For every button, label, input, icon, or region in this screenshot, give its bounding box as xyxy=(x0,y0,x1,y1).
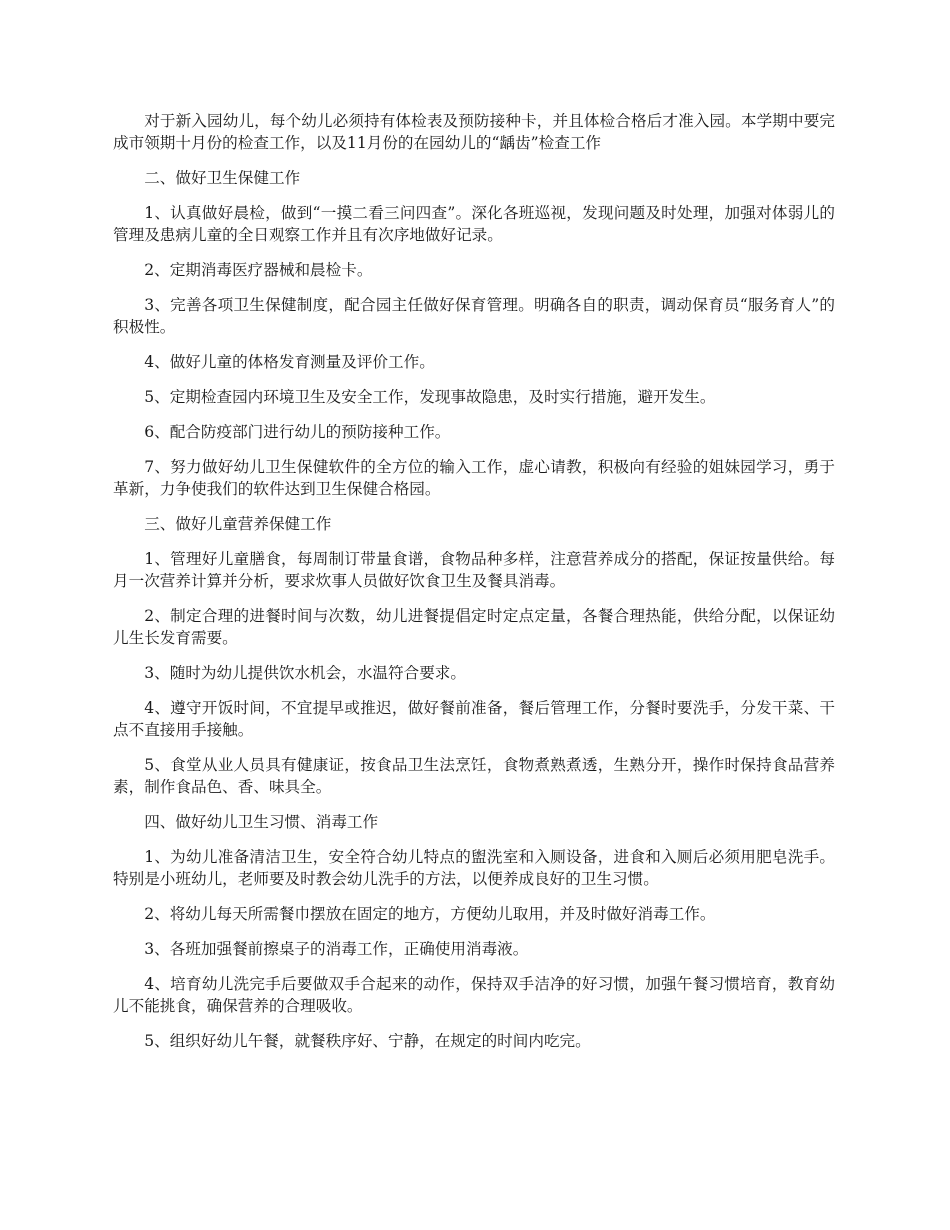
paragraph: 2、定期消毒医疗器械和晨检卡。 xyxy=(144,261,373,279)
paragraph: 5、定期检查园内环境卫生及安全工作，发现事故隐患，及时实行措施，避开发生。 xyxy=(144,388,716,406)
paragraph: 7、努力做好幼儿卫生保健软件的全方位的输入工作，虚心请教，积极向有经验的姐妹园学习，勇于革新，力争使我们的软件达到卫生保健合格园。 xyxy=(113,458,835,498)
paragraph: 1、认真做好晨检，做到“一摸二看三问四查”。深化各班巡视，发现问题及时处理，加强对体弱儿的管理及患病儿童的全日观察工作并且有次序地做好记录。 xyxy=(113,204,835,244)
document-body xyxy=(113,110,835,1065)
section-heading-2: 二、做好卫生保健工作 xyxy=(144,169,301,187)
paragraph: 2、制定合理的进餐时间与次数，幼儿进餐提倡定时定点定量，各餐合理热能，供给分配，以保证幼儿生长发育需要。 xyxy=(113,607,835,647)
paragraph: 2、将幼儿每天所需餐巾摆放在固定的地方，方便幼儿取用，并及时做好消毒工作。 xyxy=(144,905,716,923)
paragraph: 4、遵守开饭时间，不宜提早或推迟，做好餐前准备，餐后管理工作，分餐时要洗手，分发干菜、干点不直接用手接触。 xyxy=(113,699,835,739)
paragraph-intro: 对于新入园幼儿，每个幼儿必须持有体检表及预防接种卡，并且体检合格后才准入园。本学期中要完成市领期十月份的检查工作，以及11月份的在园幼儿的“龋齿”检查工作 xyxy=(113,112,835,152)
paragraph: 5、食堂从业人员具有健康证，按食品卫生法烹饪，食物煮熟煮透，生熟分开，操作时保持食品营养素，制作食品色、香、味具全。 xyxy=(113,756,835,796)
paragraph: 1、管理好儿童膳食，每周制订带量食谱，食物品种多样，注意营养成分的搭配，保证按量供给。每月一次营养计算并分析，要求炊事人员做好饮食卫生及餐具消毒。 xyxy=(113,550,835,590)
paragraph: 3、完善各项卫生保健制度，配合园主任做好保育管理。明确各自的职责，调动保育员“服务育人”的积极性。 xyxy=(113,296,835,336)
paragraph: 5、组织好幼儿午餐，就餐秩序好、宁静，在规定的时间内吃完。 xyxy=(144,1032,591,1050)
paragraph: 1、为幼儿准备清洁卫生，安全符合幼儿特点的盥洗室和入厕设备，进食和入厕后必须用肥皂洗手。特别是小班幼儿，老师要及时教会幼儿洗手的方法，以便养成良好的卫生习惯。 xyxy=(113,848,835,888)
paragraph: 4、做好儿童的体格发育测量及评价工作。 xyxy=(144,353,435,371)
paragraph: 4、培育幼儿洗完手后要做双手合起来的动作，保持双手洁净的好习惯，加强午餐习惯培育，教育幼儿不能挑食，确保营养的合理吸收。 xyxy=(113,975,835,1015)
paragraph: 3、随时为幼儿提供饮水机会，水温符合要求。 xyxy=(144,664,466,682)
paragraph: 6、配合防疫部门进行幼儿的预防接种工作。 xyxy=(144,423,451,441)
section-heading-3: 三、做好儿童营养保健工作 xyxy=(144,515,332,533)
paragraph: 3、各班加强餐前擦桌子的消毒工作，正确使用消毒液。 xyxy=(144,940,529,958)
section-heading-4: 四、做好幼儿卫生习惯、消毒工作 xyxy=(144,813,379,831)
